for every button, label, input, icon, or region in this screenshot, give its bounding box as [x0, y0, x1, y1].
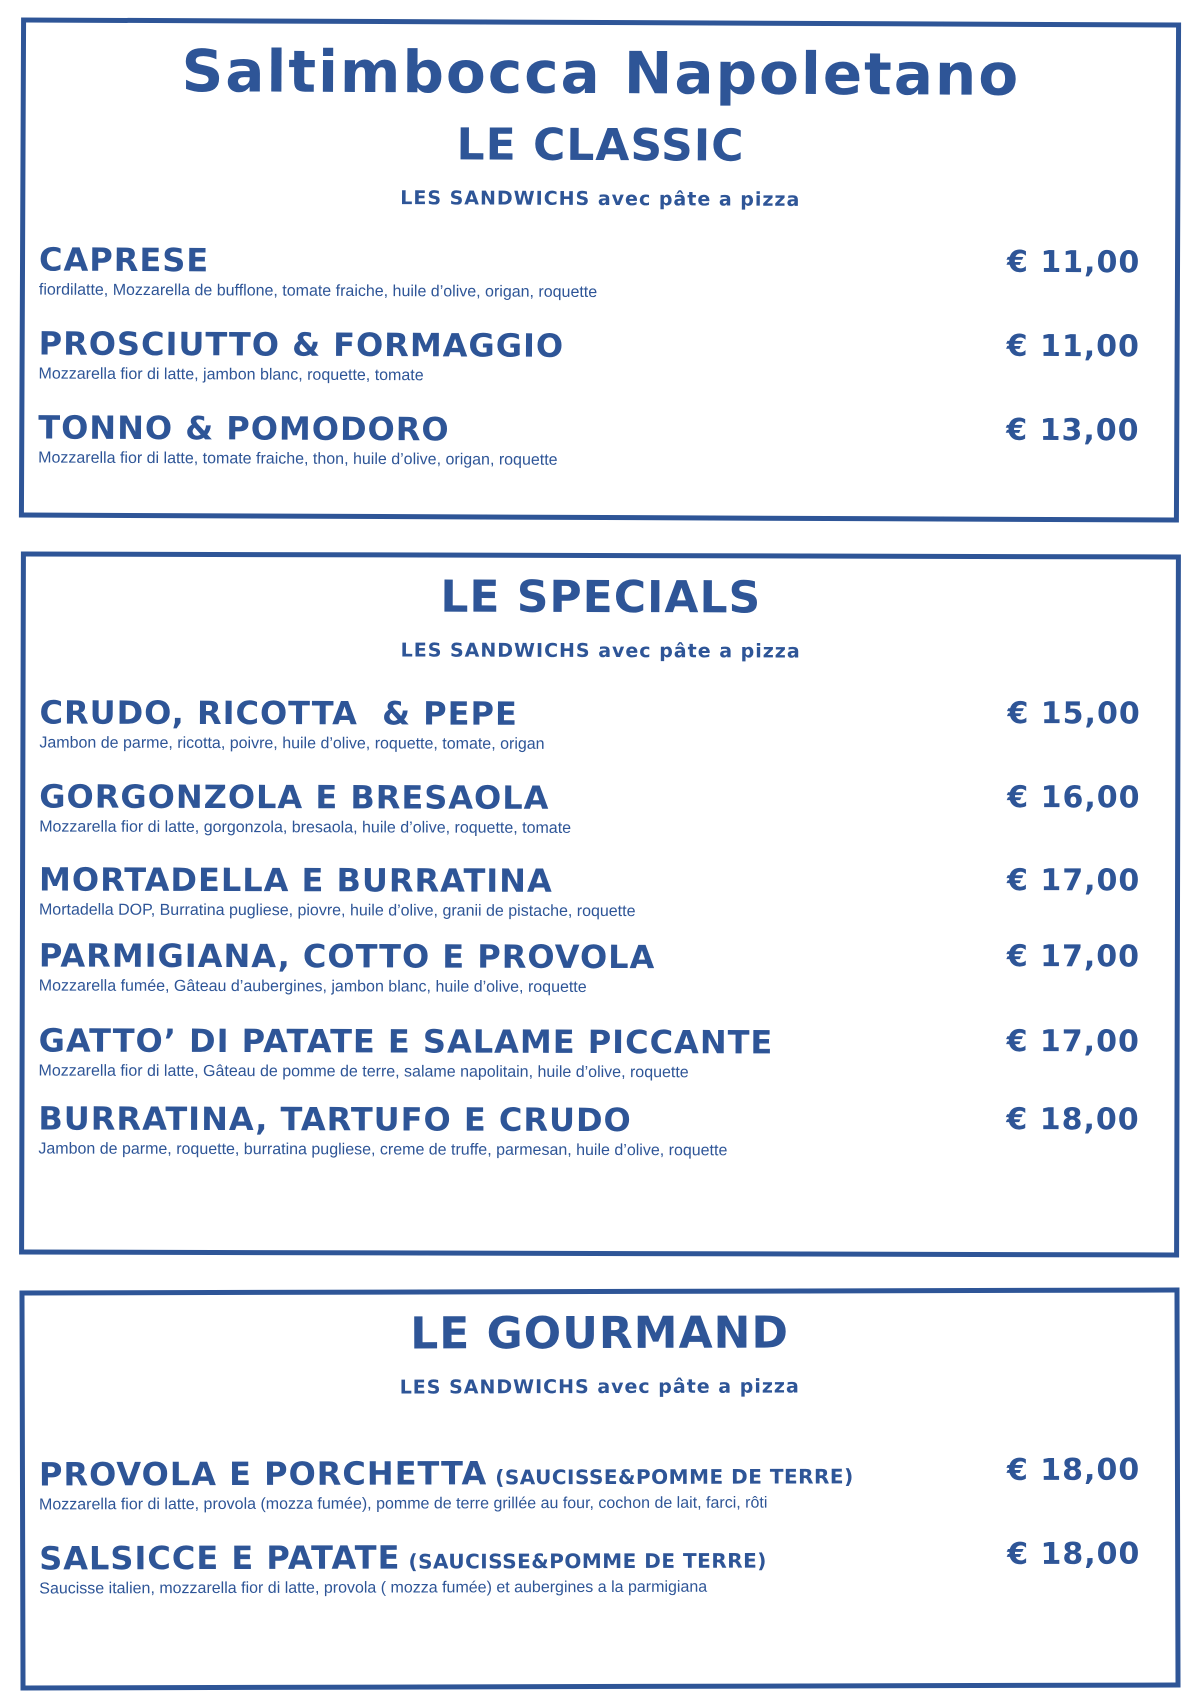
item-name: GORGONZOLA E BRESAOLA	[39, 777, 550, 817]
item-name: PARMIGIANA, COTTO E PROVOLA	[38, 936, 656, 977]
section-title: LE GOURMAND	[410, 1307, 790, 1360]
menu-item	[39, 694, 1161, 761]
item-description: Mozzarella fior di latte, provola (mozza fumée), pomme de terre grillée au four, cochon de lait, farci, rôti	[39, 1494, 768, 1514]
item-description: Mozzarella fior di latte, Gâteau de pomme de terre, salame napolitain, huile d’olive, roquette	[38, 1062, 689, 1082]
item-description: Mozzarella fumée, Gâteau d’aubergines, jambon blanc, huile d’olive, roquette	[38, 977, 587, 996]
section-classic	[19, 17, 1181, 522]
item-name: PROSCIUTTO & FORMAGGIO	[38, 324, 565, 365]
item-note: (SAUCISSE&POMME DE TERRE)	[495, 1464, 854, 1490]
menu-item	[39, 1537, 1161, 1604]
menu-item	[39, 937, 1161, 1004]
item-price: € 18,00	[1006, 1452, 1141, 1488]
menu-item	[39, 1453, 1161, 1520]
menu-item	[39, 1022, 1161, 1089]
item-name: BURRATINA, TARTUFO E CRUDO	[38, 1099, 632, 1140]
item-description: Mozzarella fior di latte, jambon blanc, roquette, tomate	[38, 365, 424, 385]
item-price: € 18,00	[1007, 1536, 1141, 1572]
item-price: € 11,00	[1006, 244, 1141, 281]
menu-item	[39, 861, 1161, 928]
item-description: fiordilatte, Mozzarella de bufflone, tomate fraiche, huile d’olive, origan, roquette	[38, 281, 598, 301]
item-price: € 17,00	[1007, 863, 1141, 899]
item-name: TONNO & POMODORO	[38, 408, 450, 449]
item-price: € 18,00	[1006, 1102, 1140, 1138]
item-name: SALSICCE E PATATE (SAUCISSE&POMME DE TERRE)	[39, 1538, 767, 1578]
menu-item	[39, 241, 1161, 310]
item-description: Mozzarella fior di latte, gorgonzola, bresaola, huile d’olive, roquette, tomate	[39, 818, 572, 837]
item-price: € 11,00	[1006, 328, 1140, 365]
item-description: Jambon de parme, roquette, burratina pugliese, creme de truffe, parmesan, huile d’olive, roquette	[38, 1140, 728, 1160]
menu-item	[38, 1100, 1160, 1167]
menu-item	[38, 325, 1160, 394]
section-subtitle: LES SANDWICHS avec pâte a pizza	[400, 639, 801, 663]
item-description: Saucisse italien, mozzarella fior di latte, provola ( mozza fumée) et aubergines a la parmigiana	[39, 1578, 708, 1598]
item-name: CAPRESE	[38, 240, 210, 280]
item-description: Mozzarella fior di latte, tomate fraiche, thon, huile d’olive, origan, roquette	[38, 449, 558, 469]
section-title: LE SPECIALS	[440, 571, 762, 624]
item-name: CRUDO, RICOTTA & PEPE	[39, 693, 518, 733]
item-note: (SAUCISSE&POMME DE TERRE)	[408, 1548, 767, 1574]
section-title: LE CLASSIC	[456, 119, 745, 172]
menu-item	[38, 409, 1160, 478]
item-name: GATTO’ DI PATATE E SALAME PICCANTE	[38, 1021, 774, 1062]
item-description: Mortadella DOP, Burratina pugliese, piovre, huile d’olive, granii de pistache, roquette	[38, 901, 636, 921]
item-price: € 17,00	[1006, 939, 1141, 975]
item-price: € 13,00	[1006, 412, 1140, 449]
menu-title: Saltimbocca Napoletano	[181, 37, 1021, 109]
item-price: € 15,00	[1007, 696, 1141, 732]
item-name: MORTADELLA E BURRATINA	[39, 860, 553, 900]
section-subtitle: LES SANDWICHS avec pâte a pizza	[399, 1375, 800, 1399]
item-description: Jambon de parme, ricotta, poivre, huile d’olive, roquette, tomate, origan	[39, 734, 545, 753]
item-name: PROVOLA E PORCHETTA (SAUCISSE&POMME DE TERRE)	[38, 1454, 854, 1494]
section-gourmand	[19, 1287, 1180, 1690]
section-subtitle: LES SANDWICHS avec pâte a pizza	[400, 187, 801, 211]
item-price: € 17,00	[1006, 1024, 1140, 1060]
item-price: € 16,00	[1007, 780, 1141, 816]
menu-item	[39, 778, 1161, 845]
section-specials	[19, 551, 1181, 1257]
